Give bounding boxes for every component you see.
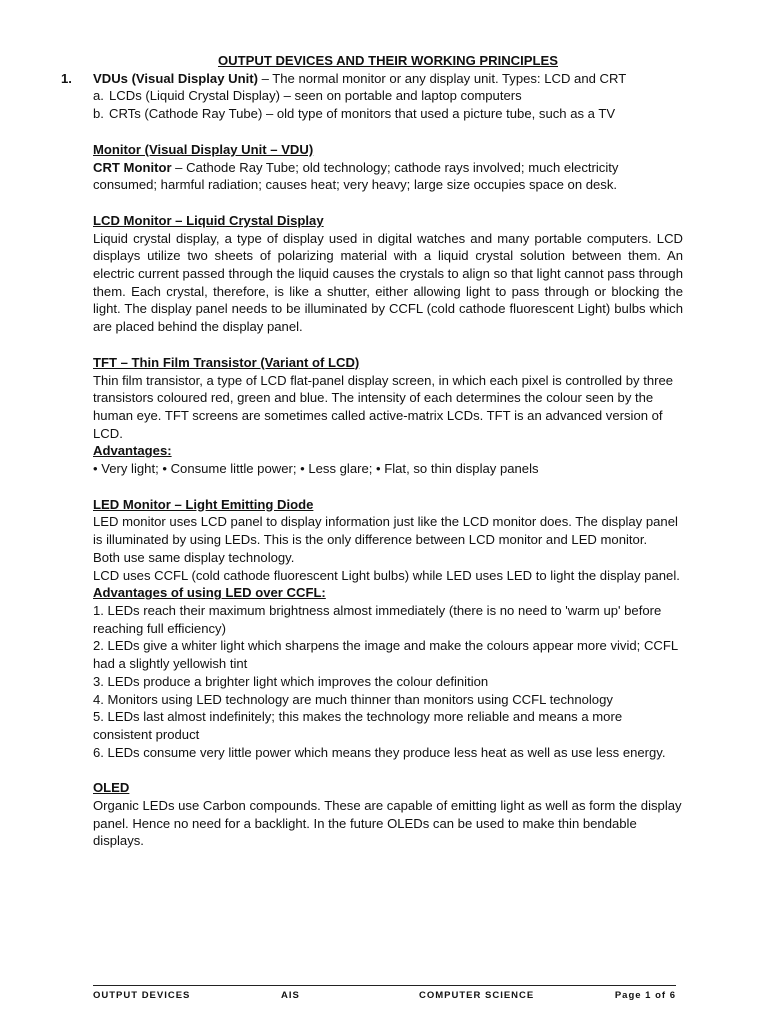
page-footer [93, 985, 676, 1004]
vdu-subitem-a-text: LCDs (Liquid Crystal Display) – seen on portable and laptop computers [109, 88, 522, 104]
crt-label: CRT Monitor [93, 159, 172, 175]
vdu-item [61, 70, 683, 88]
vdu-subitem-a-letter: a. [93, 88, 104, 104]
tft-paragraph: Thin film transistor, a type of LCD flat-panel display screen, in which each pixel is controlled by three transistors coloured red, green and blue. The intensity of each determines the colour seen by the human eye. TFT screens are sometimes called active-matrix LCDs. TFT is an advanced version of LCD. [93, 372, 674, 441]
led-point-1: 1. LEDs reach their maximum brightness almost immediately (there is no need to 'warm up' before reaching full efficiency) [93, 602, 662, 636]
vdu-item-number: 1. [61, 70, 72, 86]
vdu-subitem-b [93, 105, 683, 123]
vdu-subitem-a [93, 87, 683, 105]
led-paragraph-3: LCD uses CCFL (cold cathode fluorescent Light bulbs) while LED uses LED to light the display panel. [93, 567, 680, 583]
footer-school: AIS [281, 990, 300, 1001]
document-title: OUTPUT DEVICES AND THEIR WORKING PRINCIPLES [218, 53, 558, 68]
vdu-heading: VDUs (Visual Display Unit) [93, 70, 258, 86]
footer-topic: OUTPUT DEVICES [93, 990, 191, 1001]
tft-advantages-list: • Very light; • Consume little power; • Less glare; • Flat, so thin display panels [93, 461, 539, 477]
led-point-5: 5. LEDs last almost indefinitely; this makes the technology more reliable and means a more consistent product [93, 709, 623, 742]
lcd-heading: LCD Monitor – Liquid Crystal Display [93, 212, 324, 228]
led-paragraph-1: LED monitor uses LCD panel to display information just like the LCD monitor does. The display panel is illuminated by using LEDs. This is the only difference between LCD monitor and LED monitor. [93, 514, 678, 548]
monitor-heading: Monitor (Visual Display Unit – VDU) [93, 141, 314, 157]
tft-advantages-heading: Advantages: [93, 443, 172, 459]
crt-paragraph [93, 159, 683, 194]
footer-page-number: Page 1 of 6 [614, 990, 676, 1001]
oled-paragraph: Organic LEDs use Carbon compounds. These are capable of emitting light as well as form the display panel. Hence no need for a backlight. In the future OLEDs can be used to make thin bendable displays. [93, 798, 682, 849]
footer-subject: COMPUTER SCIENCE [419, 990, 535, 1001]
led-point-2: 2. LEDs give a whiter light which sharpens the image and make the colours appear more vivid; CCFL had a slightly yellowish tint [93, 638, 678, 672]
vdu-subitem-b-text: CRTs (Cathode Ray Tube) – old type of monitors that used a picture tube, such as a TV [109, 106, 616, 122]
led-paragraph-2: Both use same display technology. [93, 549, 295, 565]
vdu-description: – The normal monitor or any display unit. Types: LCD and CRT [257, 70, 627, 86]
document-page [61, 52, 683, 850]
led-point-4: 4. Monitors using LED technology are much thinner than monitors using CCFL technology [93, 691, 613, 707]
led-point-6: 6. LEDs consume very little power which means they produce less heat as well as use less energy. [93, 744, 666, 760]
led-point-3: 3. LEDs produce a brighter light which improves the colour definition [93, 673, 489, 689]
vdu-subitem-b-letter: b. [93, 106, 104, 122]
tft-heading: TFT – Thin Film Transistor (Variant of LCD) [93, 354, 360, 370]
led-heading: LED Monitor – Light Emitting Diode [93, 496, 314, 512]
crt-text: – Cathode Ray Tube; old technology; cathode rays involved; much electricity consumed; harmful radiation; causes heat; very heavy; large size occupies space on desk. [93, 159, 619, 193]
led-advantages-heading: Advantages of using LED over CCFL: [93, 585, 326, 601]
lcd-paragraph: Liquid crystal display, a type of display used in digital watches and many portable computers. LCD displays utilize two sheets of polarizing material with a liquid crystal solution between them. An electric current passed through the liquid causes the crystals to align so that light cannot pass through them. Each crystal, therefore, is like a shutter, either allowing light to pass through or blocking the light. The display panel needs to be illuminated by CCFL (cold cathode fluorescent Light) bulbs which are placed behind the display panel. [93, 230, 683, 335]
oled-heading: OLED [93, 780, 130, 796]
